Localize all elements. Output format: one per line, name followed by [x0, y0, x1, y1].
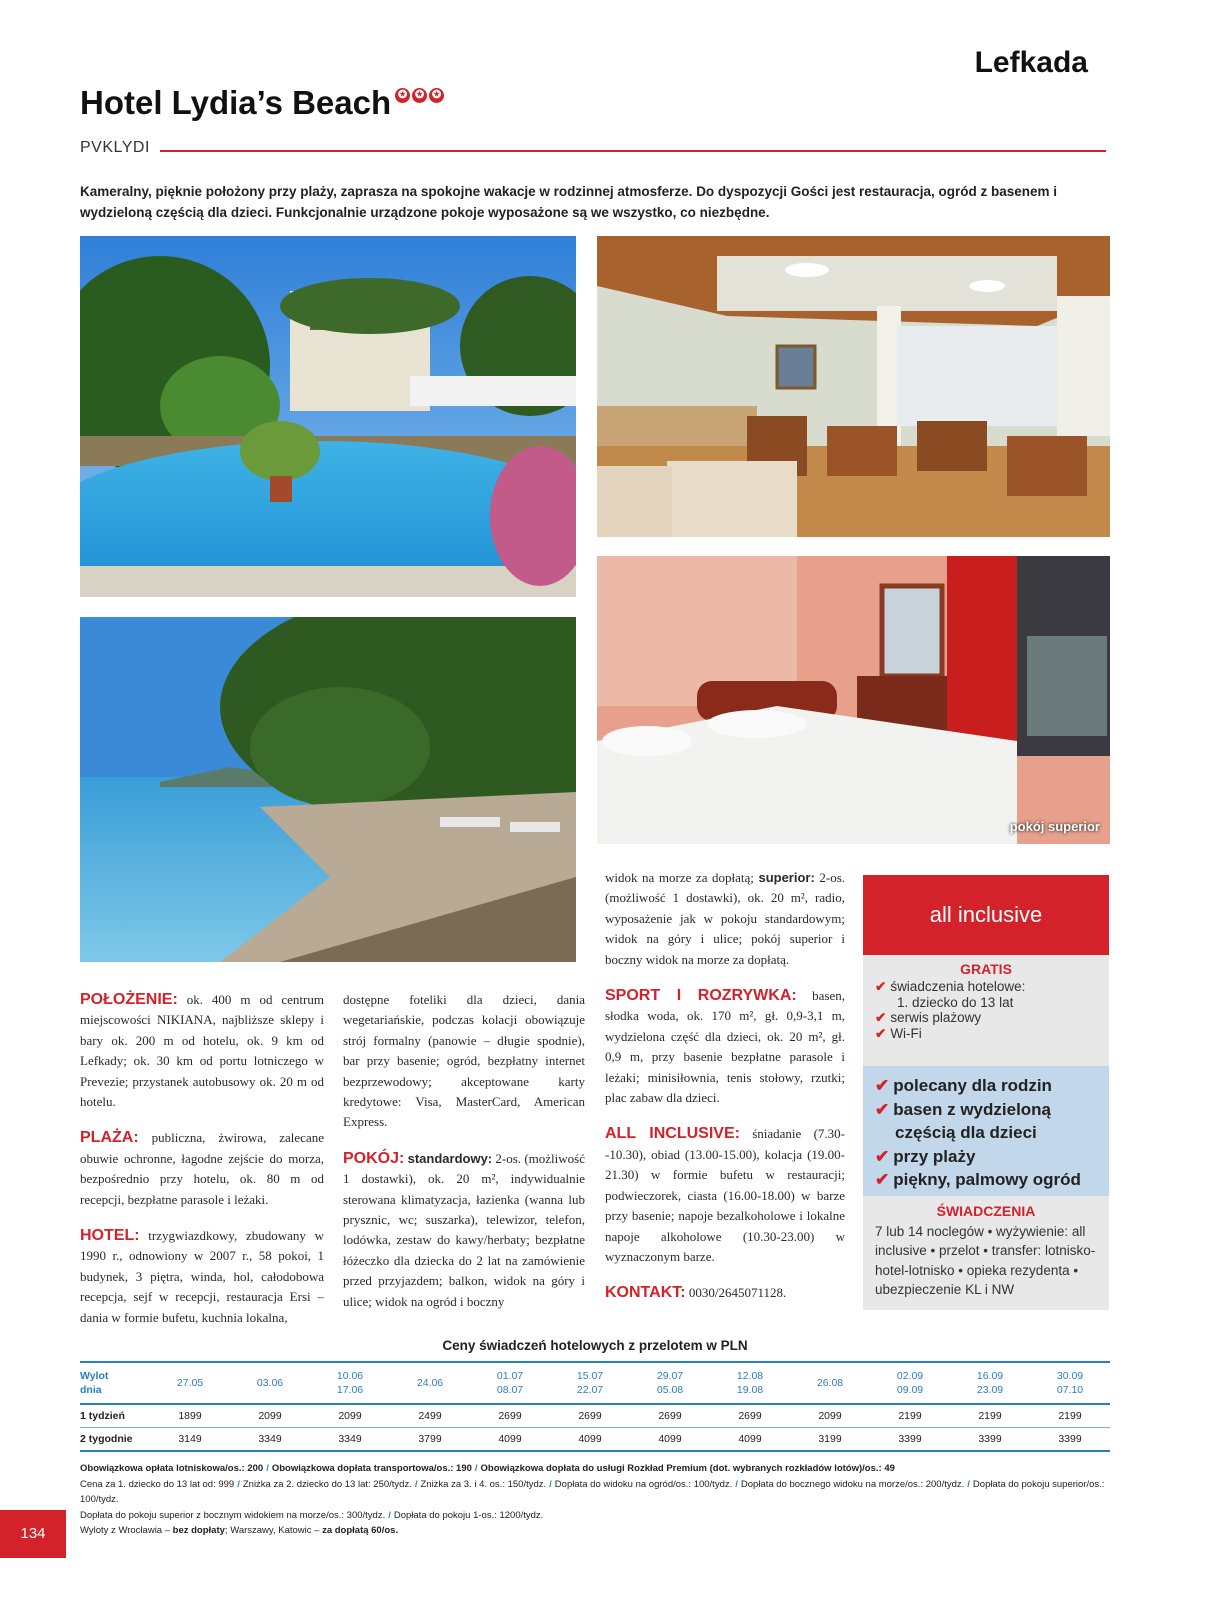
- date-cell: 10.06 17.06: [310, 1362, 390, 1404]
- star-icon: ✪: [395, 88, 410, 103]
- check-icon: ✔: [875, 1170, 890, 1189]
- star-icon: ✪: [412, 88, 427, 103]
- date-cell: 01.07 08.07: [470, 1362, 550, 1404]
- date-cell: 30.09 07.10: [1030, 1362, 1110, 1404]
- header-label: Wylot dnia: [80, 1362, 150, 1404]
- check-icon: ✔: [875, 1146, 890, 1166]
- section-plaza: [80, 1128, 324, 1210]
- section-polozenie: [80, 990, 324, 1112]
- gratis-item: ✔ Wi-Fi: [875, 1026, 922, 1041]
- price-cell: 4099: [470, 1428, 550, 1452]
- section-label: POKÓJ:: [343, 1149, 405, 1167]
- section-text: widok na morze za dopłatą;: [605, 870, 754, 885]
- room-type-label: superior:: [758, 870, 815, 885]
- price-cell: 2099: [230, 1404, 310, 1428]
- section-text: 2-os. (możliwość 1 dostawki), ok. 20 m², radio, wyposażenie jak w pokoju standardowym; widok na góry i ulice; pokój superior i boczny widok na morze za dopłatą.: [605, 870, 846, 967]
- features-box: [863, 1066, 1109, 1196]
- date-cell: 12.08 19.08: [710, 1362, 790, 1404]
- check-icon: ✔: [875, 1010, 887, 1025]
- section-text: 0030/2645071128.: [688, 1285, 787, 1301]
- date-cell: 03.06: [230, 1362, 310, 1404]
- section-text: trzygwiazdkowy, zbudowany w 1990 r., odnowiony w 2007 r., 58 pokoi, 1 budynek, 3 piętra, winda, hol, całodobowa recepcja, sejf w recepcji, restauracja Ersi – dania w formie bufetu, kuchnia lokalna,: [80, 1228, 324, 1325]
- gratis-title: GRATIS: [960, 961, 1012, 977]
- price-cell: 4099: [710, 1428, 790, 1452]
- price-cell: 4099: [550, 1428, 630, 1452]
- price-cell: 3399: [1030, 1428, 1110, 1452]
- date-cell: 16.09 23.09: [950, 1362, 1030, 1404]
- notes-line: Wyloty z Wrocławia – bez dopłaty; Warszawy, Katowic – za dopłatą 60/os.: [80, 1525, 399, 1536]
- date-cell: 24.06: [390, 1362, 470, 1404]
- section-text: ok. 400 m od centrum miejscowości NIKIANA, najbliższe sklepy i bary ok. 200 m od hotelu, ok. 9 km od Lefkady; ok. 30 km od portu lotniczego w Prevezie; przystanek autobusowy ok. 20 m od hotelu.: [80, 992, 324, 1110]
- text-column-3: [605, 868, 845, 1320]
- feature-item: ✔ polecany dla rodzin: [875, 1076, 1052, 1095]
- gratis-item: ✔ serwis plażowy: [875, 1010, 982, 1025]
- section-hotel-cont: dostępne foteliki dla dzieci, dania wegetariańskie, podczas kolacji obowiązuje strój formalny (panowie – długie spodnie), bar przy basenie; ogród, bezpłatny internet bezprzewodowy; akceptowane karty kredytowe: Visa, MasterCard, American Express.: [343, 992, 585, 1130]
- check-icon: ✔: [875, 1076, 890, 1095]
- gratis-subitem: 1. dziecko do 13 lat: [897, 995, 1014, 1010]
- price-cell: 2699: [710, 1404, 790, 1428]
- price-cell: 2099: [310, 1404, 390, 1428]
- star-rating: [395, 88, 444, 103]
- row-label: 1 tydzień: [80, 1404, 150, 1428]
- notes-line: Cena za 1. dziecko do 13 lat od: 999 / Zniżka za 2. dziecko do 13 lat: 250/tydz. / Zniżka za 3. i 4. os.: 150/tydz. / Dopłata do widoku na ogród/os.: 100/tydz. / Dopłata do bocznego widoku na morze/os.: 200/tydz. / Dopłata do pokoju superior/os.: 100/tydz.: [80, 1478, 1105, 1505]
- swiadczenia-text: 7 lub 14 noclegów • wyżywienie: all inclusive • przelot • transfer: lotnisko-hotel-lotnisko • opieka rezydenta • ubezpieczenie KL i NW: [875, 1223, 1096, 1297]
- price-cell: 2099: [790, 1404, 870, 1428]
- intro-text: Kameralny, pięknie położony przy plaży, zaprasza na spokojne wakacje w rodzinnej atmosferze. Do dyspozycji Gości jest restauracja, ogród z basenem i wydzieloną częścią dla dzieci. Funkcjonalnie urządzone pokoje wyposażone są we wszystko, co niezbędne.: [80, 184, 1058, 220]
- price-cell: 3199: [790, 1428, 870, 1452]
- price-cell: 4099: [630, 1428, 710, 1452]
- section-sport: [605, 986, 845, 1108]
- star-icon: ✪: [429, 88, 444, 103]
- section-text: 2-os. (możliwość 1 dostawki), ok. 20 m², indywidualnie sterowana klimatyzacja, łazienka (wanna lub prysznic, wc; suszarka), telewizor, telefon, lodówka, zestaw do kawy/herbaty; bezpłatne łóżeczko dla dziecka do 2 lat na zamówienie przed przyjazdem; balkon, widok na góry i ulice; widok na ogród i boczny: [343, 1150, 585, 1309]
- restaurant-photo: [597, 236, 1110, 537]
- hotel-name: Hotel Lydia’s Beach: [80, 84, 392, 121]
- notes-line: Dopłata do pokoju superior z bocznym widokiem na morze/os.: 300/tydz. / Dopłata do pokoju 1-os.: 1200/tydz.: [80, 1509, 544, 1521]
- beach-photo: [80, 617, 576, 962]
- section-allinc: [605, 1124, 845, 1267]
- section-text: śniadanie (7.30--10.30), obiad (13.00-15.00), kolacja (19.00-21.30) w formie bufetu w restauracji; podwieczorek, ciasta (16.00-18.00) w barze przy basenie; napoje bezalkoholowe i lokalne napoje alkoholowe (10.30-23.00) w wyznaczonym barze.: [605, 1126, 845, 1264]
- date-cell: 29.07 05.08: [630, 1362, 710, 1404]
- feature-item: ✔ basen z wydzieloną: [875, 1099, 1052, 1119]
- check-icon: ✔: [875, 1026, 887, 1041]
- price-cell: 3149: [150, 1428, 230, 1452]
- date-cell: 15.07 22.07: [550, 1362, 630, 1404]
- gratis-item: ✔ świadczenia hotelowe:: [875, 979, 1026, 994]
- photo-caption: pokój superior: [1009, 819, 1100, 834]
- price-cell: 2699: [550, 1404, 630, 1428]
- swiadczenia-box: [863, 1196, 1109, 1310]
- all-inclusive-header: all inclusive: [863, 875, 1109, 955]
- price-table: [80, 1361, 1110, 1452]
- bedroom-photo: [597, 556, 1110, 844]
- section-hotel: [80, 1226, 324, 1328]
- section-label: ALL INCLUSIVE:: [605, 1125, 740, 1143]
- date-cell: 26.08: [790, 1362, 870, 1404]
- price-cell: 3399: [950, 1428, 1030, 1452]
- hotel-title: [80, 84, 444, 122]
- feature-item: ✔ przy plaży: [875, 1146, 976, 1166]
- section-text: basen, słodka woda, ok. 170 m², gł. 0,9-3,1 m, wydzielona część dla dzieci, ok. 20 m², gł. 0,9 m, przy basenie bezpłatne parasole i leżaki; minisiłownia, tenis stołowy, rzutki; plac zabaw dla dzieci.: [605, 988, 846, 1106]
- hotel-code: PVKLYDI: [80, 139, 150, 156]
- section-pokoj-cont: [605, 868, 845, 970]
- text-column-1: [80, 990, 324, 1344]
- section-label: SPORT I ROZRYWKA:: [605, 987, 797, 1005]
- table-row: [80, 1404, 1110, 1428]
- region-title: Lefkada: [974, 46, 1088, 79]
- date-cell: 02.09 09.09: [870, 1362, 950, 1404]
- row-label: 2 tygodnie: [80, 1428, 150, 1452]
- section-label: HOTEL:: [80, 1227, 140, 1245]
- price-cell: 2199: [950, 1404, 1030, 1428]
- price-cell: 1899: [150, 1404, 230, 1428]
- feature-item: ✔ piękny, palmowy ogród: [875, 1170, 1081, 1189]
- section-pokoj: [343, 1149, 585, 1312]
- section-label: PLAŻA:: [80, 1129, 139, 1147]
- gratis-box: [863, 955, 1109, 1066]
- feature-item-cont: częścią dla dzieci: [895, 1123, 1037, 1142]
- date-cell: 27.05: [150, 1362, 230, 1404]
- text-column-2: [343, 990, 585, 1328]
- price-cell: 3399: [870, 1428, 950, 1452]
- check-icon: ✔: [875, 1099, 890, 1119]
- section-text: publiczna, żwirowa, zalecane obuwie ochronne, łagodne zejście do morza, bezpośrednio przy hotelu, ok. 80 m od recepcji, bezpłatne parasole i leżaki.: [80, 1130, 324, 1207]
- price-cell: 2199: [1030, 1404, 1110, 1428]
- section-label: POŁOŻENIE:: [80, 991, 178, 1008]
- room-type-label: standardowy:: [407, 1150, 493, 1166]
- price-cell: 2699: [630, 1404, 710, 1428]
- page-number: 134: [0, 1510, 66, 1558]
- price-cell: 3799: [390, 1428, 470, 1452]
- price-cell: 2699: [470, 1404, 550, 1428]
- swiadczenia-title: ŚWIADCZENIA: [936, 1203, 1036, 1219]
- table-header-row: [80, 1362, 1110, 1404]
- price-cell: 3349: [310, 1428, 390, 1452]
- table-row: [80, 1428, 1110, 1452]
- price-cell: 2199: [870, 1404, 950, 1428]
- pool-photo: [80, 236, 576, 597]
- price-cell: 3349: [230, 1428, 310, 1452]
- section-kontakt: [605, 1283, 845, 1303]
- price-table-title: Ceny świadczeń hotelowych z przelotem w PLN: [442, 1338, 748, 1353]
- price-cell: 2499: [390, 1404, 470, 1428]
- section-label: KONTAKT:: [605, 1284, 686, 1302]
- header-divider: [160, 150, 1106, 152]
- notes-line: Obowiązkowa opłata lotniskowa/os.: 200 / Obowiązkowa dopłata transportowa/os.: 190 / Obowiązkowa dopłata do usługi Rozkład Premium (dot. wybranych rozkładów lotów)/os.: 49: [80, 1463, 895, 1474]
- check-icon: ✔: [875, 979, 887, 994]
- price-notes: [80, 1461, 1110, 1539]
